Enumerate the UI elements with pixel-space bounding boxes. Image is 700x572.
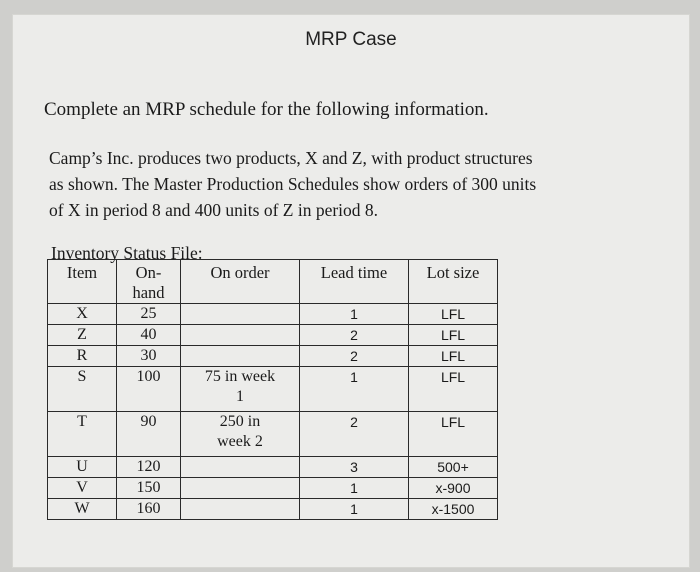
cell-lead-time: 1 bbox=[300, 304, 409, 325]
cell-on-order: 75 in week 1 bbox=[181, 367, 300, 412]
table-row bbox=[48, 346, 498, 367]
inventory-table-body bbox=[48, 260, 498, 520]
cell-on-hand: 40 bbox=[117, 325, 181, 346]
cell-on-hand: 25 bbox=[117, 304, 181, 325]
table-row bbox=[48, 499, 498, 520]
table-row bbox=[48, 457, 498, 478]
header-lot-size: Lot size bbox=[409, 260, 498, 304]
table-row bbox=[48, 367, 498, 412]
header-on-hand: On- hand bbox=[117, 260, 181, 304]
inventory-label: Inventory Status File: bbox=[51, 243, 203, 263]
header-item: Item bbox=[48, 260, 117, 304]
cell-on-hand: 100 bbox=[117, 367, 181, 412]
cell-lead-time: 3 bbox=[300, 457, 409, 478]
cell-lead-time: 2 bbox=[300, 325, 409, 346]
cell-lot-size: LFL bbox=[409, 367, 498, 412]
intro-text: Complete an MRP schedule for the following information. bbox=[44, 99, 489, 120]
cell-lead-time: 2 bbox=[300, 346, 409, 367]
cell-on-order bbox=[181, 499, 300, 520]
cell-lot-size: LFL bbox=[409, 346, 498, 367]
table-row bbox=[48, 304, 498, 325]
cell-on-hand: 30 bbox=[117, 346, 181, 367]
page-title: MRP Case bbox=[305, 29, 397, 50]
cell-item: W bbox=[48, 499, 117, 520]
cell-lead-time: 1 bbox=[300, 499, 409, 520]
cell-lot-size: LFL bbox=[409, 304, 498, 325]
cell-on-hand: 90 bbox=[117, 412, 181, 457]
cell-lot-size: LFL bbox=[409, 412, 498, 457]
cell-on-hand: 150 bbox=[117, 478, 181, 499]
cell-item: V bbox=[48, 478, 117, 499]
table-header-row bbox=[48, 260, 498, 304]
cell-lot-size: 500+ bbox=[409, 457, 498, 478]
cell-on-order bbox=[181, 457, 300, 478]
header-lead-time: Lead time bbox=[300, 260, 409, 304]
slide bbox=[12, 14, 690, 568]
cell-on-order bbox=[181, 325, 300, 346]
description-line-2: as shown. The Master Production Schedules show orders of 300 units bbox=[49, 174, 537, 194]
cell-lot-size: LFL bbox=[409, 325, 498, 346]
cell-lead-time: 1 bbox=[300, 478, 409, 499]
cell-lead-time: 2 bbox=[300, 412, 409, 457]
cell-item: R bbox=[48, 346, 117, 367]
header-on-order: On order bbox=[181, 260, 300, 304]
cell-on-order bbox=[181, 346, 300, 367]
description-paragraph bbox=[49, 145, 669, 223]
cell-lot-size: x-1500 bbox=[409, 499, 498, 520]
cell-lead-time: 1 bbox=[300, 367, 409, 412]
cell-item: S bbox=[48, 367, 117, 412]
cell-on-order: 250 in week 2 bbox=[181, 412, 300, 457]
inventory-table bbox=[47, 259, 498, 520]
table-row bbox=[48, 478, 498, 499]
cell-on-order bbox=[181, 304, 300, 325]
cell-on-hand: 120 bbox=[117, 457, 181, 478]
description-line-1: Camp’s Inc. produces two products, X and Z, with product structures bbox=[49, 148, 533, 168]
cell-item: T bbox=[48, 412, 117, 457]
cell-item: U bbox=[48, 457, 117, 478]
cell-lot-size: x-900 bbox=[409, 478, 498, 499]
description-line-3: of X in period 8 and 400 units of Z in period 8. bbox=[49, 200, 379, 220]
cell-item: Z bbox=[48, 325, 117, 346]
cell-item: X bbox=[48, 304, 117, 325]
cell-on-order bbox=[181, 478, 300, 499]
cell-on-hand: 160 bbox=[117, 499, 181, 520]
table-row bbox=[48, 412, 498, 457]
table-row bbox=[48, 325, 498, 346]
